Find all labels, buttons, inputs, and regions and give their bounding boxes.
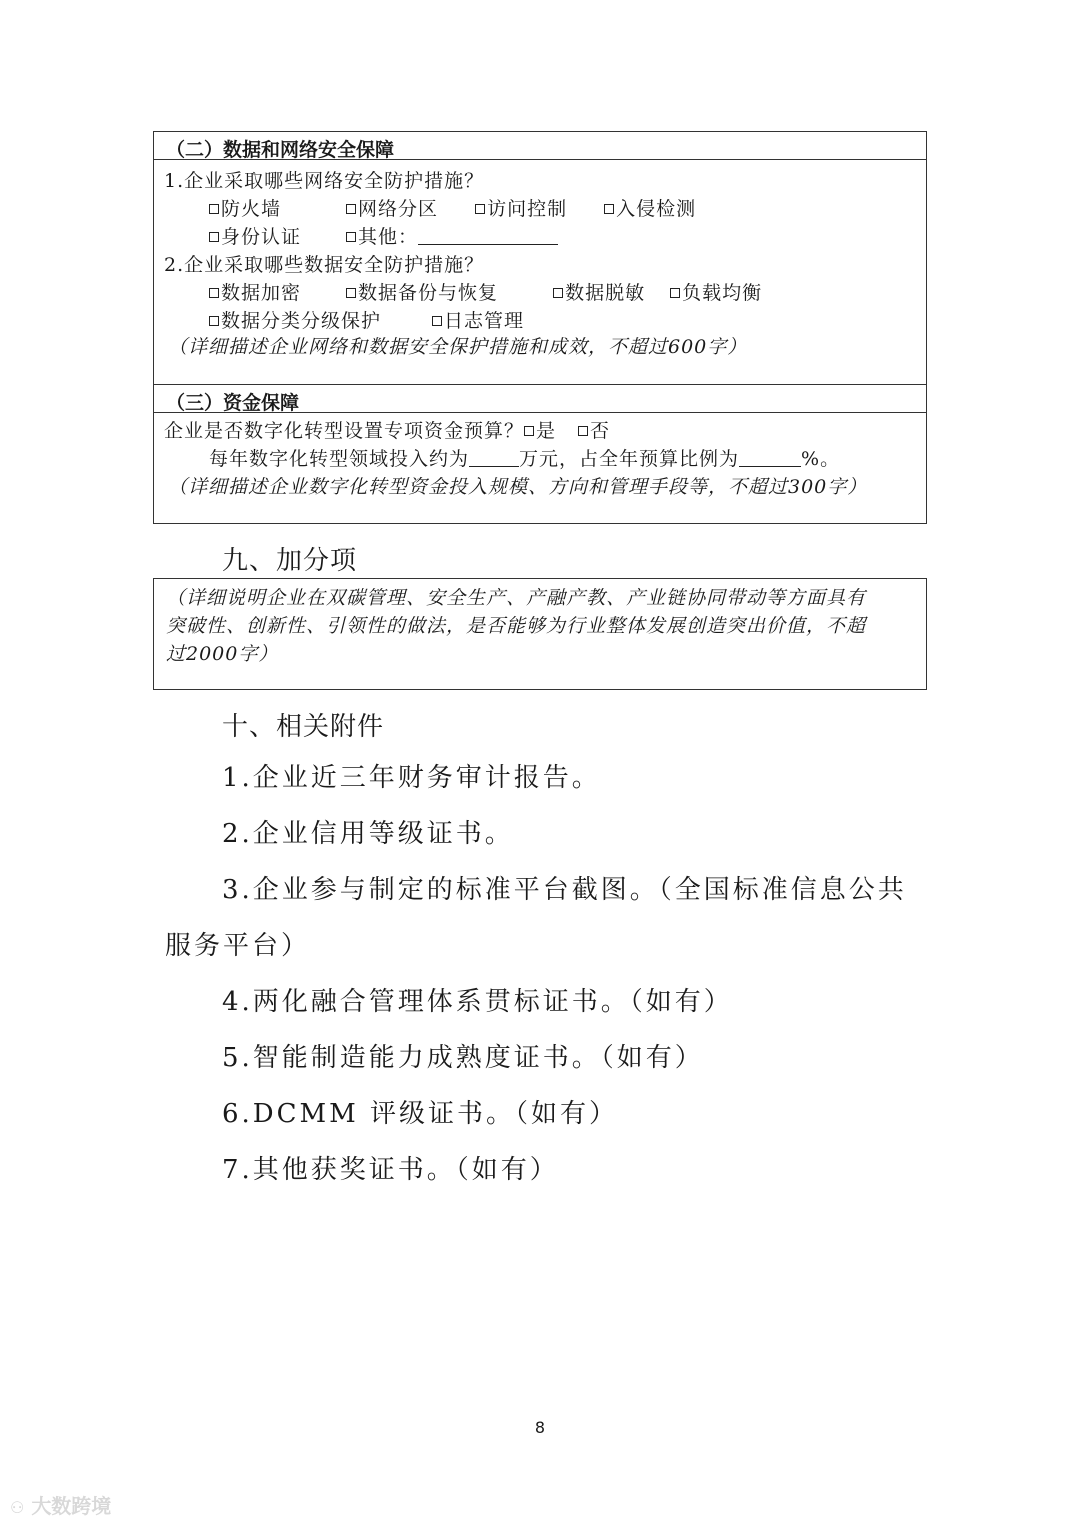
yes-checkbox[interactable] (524, 426, 534, 436)
section10-heading: 十、相关附件 (222, 712, 385, 742)
network-zoning-checkbox[interactable] (346, 204, 356, 214)
attachment-item: 4.两化融合管理体系贯标证书。（如有） (222, 987, 733, 1017)
attachment-item: 5.智能制造能力成熟度证书。（如有） (222, 1043, 704, 1073)
option-label: 入侵检测 (616, 198, 697, 220)
classification-checkbox[interactable] (209, 316, 219, 326)
other-input-line[interactable] (418, 244, 558, 245)
security-funding-table (153, 131, 927, 524)
bonus-note-line3: 过2000字） (166, 643, 279, 665)
attachment-item: 1.企业近三年财务审计报告。 (222, 763, 601, 793)
attachment-item: 2.企业信用等级证书。 (222, 819, 514, 849)
watermark-text: 大数跨境 (31, 1494, 112, 1518)
option-label: 身份认证 (221, 226, 302, 248)
data-options-row1 (209, 278, 762, 305)
data-security-question: 2.企业采取哪些数据安全防护措施？ (164, 254, 485, 276)
bonus-note-line1: （详细说明企业在双碳管理、安全生产、产融产教、产业链协同带动等方面具有 (166, 587, 867, 609)
option-label: 网络分区 (358, 198, 439, 220)
yes-label: 是 (536, 420, 557, 442)
investment-text-3: %。 (801, 448, 841, 470)
other-checkbox[interactable] (346, 232, 356, 242)
option-label: 数据脱敏 (565, 282, 646, 304)
option-label: 数据分类分级保护 (221, 310, 382, 332)
no-checkbox[interactable] (578, 426, 588, 436)
page-number: 8 (534, 1418, 546, 1437)
intrusion-detection-checkbox[interactable] (604, 204, 614, 214)
option-label: 其他： (358, 226, 419, 248)
option-label: 防火墙 (221, 198, 282, 220)
desensitization-checkbox[interactable] (553, 288, 563, 298)
section3-title: （三）资金保障 (166, 392, 300, 414)
funding-question (164, 416, 610, 443)
investment-text-1: 每年数字化转型领域投入约为 (209, 448, 470, 470)
attachment-item: 3.企业参与制定的标准平台截图。（全国标准信息公共 (222, 875, 907, 905)
attachment-item: 6.DCMM 评级证书。（如有） (222, 1099, 619, 1129)
option-label: 日志管理 (444, 310, 525, 332)
option-label: 负载均衡 (682, 282, 763, 304)
budget-ratio-field[interactable] (739, 466, 801, 467)
encryption-checkbox[interactable] (209, 288, 219, 298)
firewall-checkbox[interactable] (209, 204, 219, 214)
section2-title: （二）数据和网络安全保障 (166, 139, 395, 161)
investment-line (209, 444, 840, 471)
investment-amount-field[interactable] (469, 466, 519, 467)
attachment-item: 7.其他获奖证书。（如有） (222, 1155, 559, 1185)
section9-heading: 九、加分项 (222, 546, 358, 576)
section3-note: （详细描述企业数字化转型资金投入规模、方向和管理手段等，不超过300字） (168, 476, 868, 498)
option-label: 访问控制 (487, 198, 568, 220)
section2-note: （详细描述企业网络和数据安全保护措施和成效，不超过600字） (168, 336, 748, 358)
bonus-items-box (153, 578, 927, 690)
network-security-question: 1.企业采取哪些网络安全防护措施？ (164, 170, 485, 192)
divider (154, 159, 926, 160)
network-options-row2 (209, 222, 558, 249)
load-balancing-checkbox[interactable] (670, 288, 680, 298)
divider (154, 384, 926, 385)
log-management-checkbox[interactable] (432, 316, 442, 326)
investment-text-2: 万元，占全年预算比例为 (519, 448, 740, 470)
attachment-item-continued: 服务平台） (165, 931, 311, 961)
option-label: 数据备份与恢复 (358, 282, 499, 304)
network-options-row1 (209, 194, 696, 221)
option-label: 数据加密 (221, 282, 302, 304)
funding-question-text: 企业是否数字化转型设置专项资金预算？ (164, 420, 525, 442)
divider (154, 412, 926, 413)
bonus-note-line2: 突破性、创新性、引领性的做法，是否能够为行业整体发展创造突出价值，不超 (166, 615, 867, 637)
data-options-row2 (209, 306, 524, 333)
no-label: 否 (590, 420, 611, 442)
access-control-checkbox[interactable] (475, 204, 485, 214)
identity-auth-checkbox[interactable] (209, 232, 219, 242)
watermark-logo: ⚇ 大数跨境 (10, 1494, 112, 1518)
backup-checkbox[interactable] (346, 288, 356, 298)
